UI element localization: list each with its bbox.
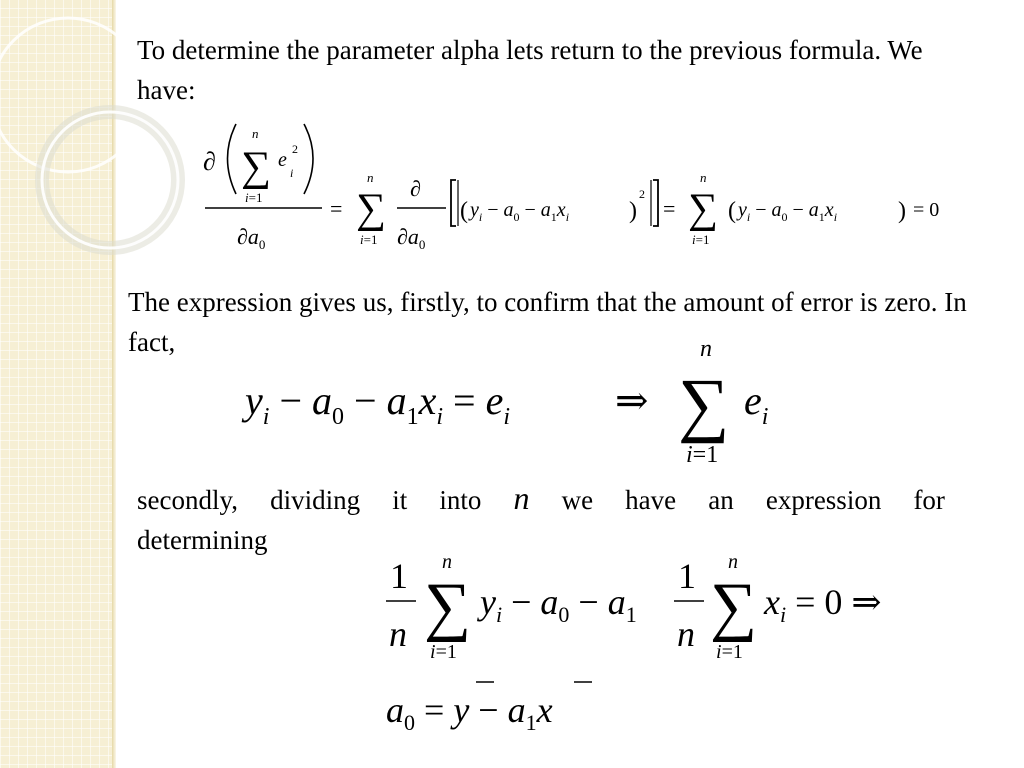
svg-text:1: 1	[390, 556, 408, 596]
svg-text:∑: ∑	[688, 186, 718, 232]
svg-text:i=1: i=1	[692, 232, 710, 247]
svg-text:=: =	[330, 196, 343, 221]
svg-text:yi − a0 − a1xi = ei: $y_i - a_0 - a_1x_i = e_i$	[245, 378, 510, 430]
word: expression	[765, 485, 882, 515]
svg-text:∂: ∂	[203, 147, 216, 176]
svg-text:a0 = y − a1x: $a_0 = y - a_1x$	[386, 690, 553, 735]
word: an	[708, 485, 734, 515]
word: into	[439, 485, 482, 515]
svg-text:): )	[629, 198, 637, 224]
svg-text:i=1: i=1	[245, 190, 263, 205]
svg-text:n: n	[442, 551, 452, 573]
svg-text:∂: ∂	[410, 176, 421, 201]
svg-text:1: 1	[678, 556, 696, 596]
svg-text:∂a0: $\partial a_0$	[237, 224, 266, 252]
word: dividing	[270, 485, 361, 515]
word: we	[561, 485, 594, 515]
svg-text:n: n	[389, 614, 407, 654]
svg-text:= 0: = 0	[913, 199, 940, 221]
svg-text:∂a0: $\partial a_0$	[397, 224, 426, 252]
paragraph-error-sum: The expression gives us, firstly, to confirm that the amount of error is zero. In fact,	[128, 287, 967, 357]
svg-text:∑: ∑	[241, 144, 271, 190]
svg-text:i=1: i=1	[716, 641, 743, 663]
svg-text:n: n	[677, 614, 695, 654]
svg-text:n: n	[252, 126, 259, 141]
word: have	[625, 485, 677, 515]
svg-text:yi − a0 − a1xi: $y_i - a_0 - a_1x_i$	[738, 199, 838, 224]
svg-text:i=1: i=1	[430, 641, 457, 663]
svg-text:(: (	[460, 198, 468, 224]
svg-text:yi − a0 − a1: $y_i - a_0 - a_1$	[480, 582, 637, 627]
svg-text:2: 2	[639, 187, 645, 201]
svg-text:xi = 0 ⇒: $x_i = 0$ ⇒	[764, 582, 882, 627]
svg-text:∑: ∑	[356, 186, 386, 232]
word: secondly,	[137, 485, 238, 515]
svg-text:∑: ∑	[678, 364, 730, 444]
word: for	[913, 485, 945, 515]
svg-text:2: 2	[292, 142, 298, 156]
variable-n: n	[513, 480, 530, 516]
svg-text:i=1: i=1	[686, 442, 719, 468]
svg-text:ei: $e_i$	[744, 378, 769, 430]
svg-text:i: i	[290, 166, 294, 180]
paragraph-intro: To determine the parameter alpha lets return to the previous formula. We have:	[137, 35, 923, 105]
svg-text:n: n	[728, 551, 738, 573]
paragraph-determining: determining	[137, 525, 268, 555]
svg-text:=: =	[663, 196, 676, 221]
svg-text:∑: ∑	[424, 570, 472, 643]
word: it	[392, 485, 408, 515]
svg-text:∑: ∑	[710, 570, 758, 643]
svg-text:⇒: ⇒	[615, 378, 649, 423]
svg-text:i=1: i=1	[360, 232, 378, 247]
svg-text:n: n	[700, 336, 712, 362]
svg-text:e: e	[278, 149, 287, 171]
svg-text:(: (	[728, 198, 736, 224]
svg-text:): )	[898, 198, 906, 224]
svg-text:n: n	[367, 170, 374, 185]
svg-text:n: n	[700, 170, 707, 185]
svg-text:yi − a0 − a1xi: $y_i - a_0 - a_1x_i$	[470, 199, 570, 224]
